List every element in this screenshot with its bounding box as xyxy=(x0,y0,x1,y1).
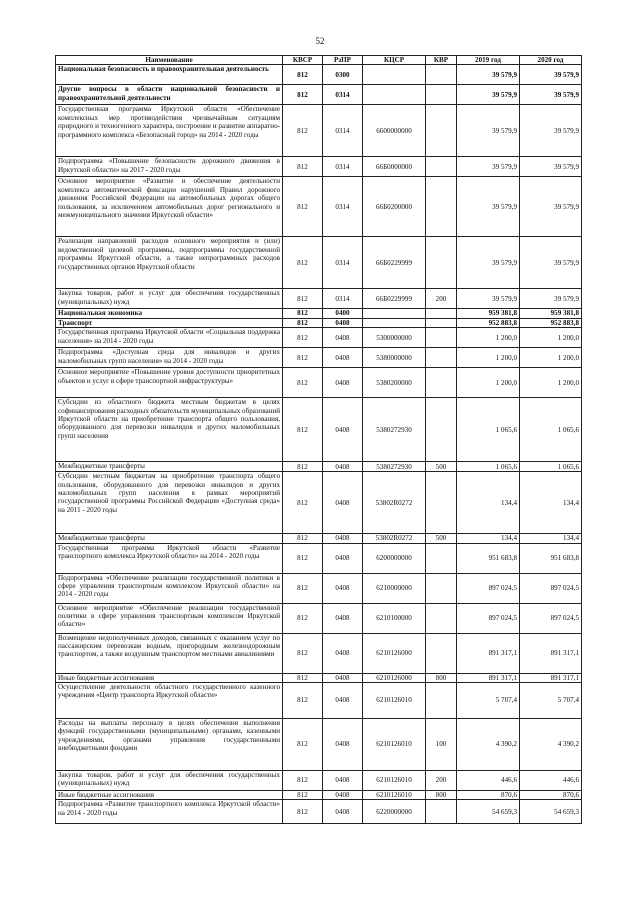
cell-y2020: 39 579,9 xyxy=(520,289,582,309)
cell-kcsr: 6600000000 xyxy=(363,105,426,157)
table-row xyxy=(56,398,582,462)
cell-y2020: 5 707,4 xyxy=(520,683,582,719)
cell-kvsr: 812 xyxy=(283,573,323,603)
budget-table xyxy=(55,55,582,824)
cell-kvsr: 812 xyxy=(283,65,323,85)
cell-rzpr: 0314 xyxy=(323,177,363,237)
cell-kvr: 200 xyxy=(426,289,457,309)
cell-y2020: 134,4 xyxy=(520,472,582,534)
cell-y2019: 1 200,0 xyxy=(457,328,520,348)
cell-y2020: 952 883,8 xyxy=(520,318,582,327)
cell-y2020: 1 200,0 xyxy=(520,328,582,348)
cell-rzpr: 0408 xyxy=(323,398,363,462)
table-row xyxy=(56,472,582,534)
cell-rzpr: 0408 xyxy=(323,633,363,673)
table-row xyxy=(56,603,582,633)
cell-kcsr: 5300000000 xyxy=(363,328,426,348)
cell-rzpr: 0408 xyxy=(323,368,363,398)
cell-kcsr: 6210126010 xyxy=(363,683,426,719)
cell-rzpr: 0314 xyxy=(323,105,363,157)
cell-y2019: 959 381,8 xyxy=(457,309,520,318)
cell-kvsr: 812 xyxy=(283,309,323,318)
cell-y2020: 39 579,9 xyxy=(520,177,582,237)
cell-kcsr: 6210000000 xyxy=(363,573,426,603)
cell-kvr xyxy=(426,328,457,348)
table-row xyxy=(56,534,582,543)
cell-kvr xyxy=(426,157,457,177)
cell-kvsr: 812 xyxy=(283,328,323,348)
col-header-name: Наименование xyxy=(56,56,283,65)
cell-kvr xyxy=(426,85,457,105)
cell-rzpr: 0408 xyxy=(323,603,363,633)
cell-rzpr: 0408 xyxy=(323,683,363,719)
cell-rzpr: 0408 xyxy=(323,800,363,824)
cell-y2019: 134,4 xyxy=(457,472,520,534)
cell-kvr xyxy=(426,105,457,157)
cell-rzpr: 0408 xyxy=(323,719,363,771)
cell-kcsr: 6210126010 xyxy=(363,719,426,771)
cell-name: Основное мероприятие «Обеспечение реализации государственной политики в сфере управления транспортным комплексом Иркутской области» xyxy=(56,603,283,633)
cell-kcsr xyxy=(363,85,426,105)
cell-y2019: 446,6 xyxy=(457,771,520,791)
table-row xyxy=(56,673,582,682)
cell-y2020: 1 200,0 xyxy=(520,348,582,368)
cell-kcsr xyxy=(363,318,426,327)
cell-y2020: 951 683,8 xyxy=(520,543,582,573)
cell-kvsr: 812 xyxy=(283,633,323,673)
cell-y2020: 39 579,9 xyxy=(520,85,582,105)
cell-name: Подпрограмма «Обеспечение реализации государственной политики в сфере управления транспортным комплексом Иркутской области» на 2014 - 2020 годы xyxy=(56,573,283,603)
cell-y2019: 39 579,9 xyxy=(457,105,520,157)
cell-y2019: 952 883,8 xyxy=(457,318,520,327)
cell-kvsr: 812 xyxy=(283,237,323,289)
cell-name: Подпрограмма «Повышение безопасности дорожного движения в Иркутской области» на 2017 - 2020 годы xyxy=(56,157,283,177)
table-row xyxy=(56,368,582,398)
cell-y2019: 951 683,8 xyxy=(457,543,520,573)
cell-kcsr: 6210126010 xyxy=(363,791,426,800)
table-row xyxy=(56,177,582,237)
cell-y2020: 39 579,9 xyxy=(520,65,582,85)
cell-name: Субсидии местным бюджетам на приобретение транспорта общего пользования, оборудованного для перевозки инвалидов и других маломобильных групп населения в рамках мероприятий государственной программы Российской Федерации «Доступная среда» на 2011 - 2020 годы xyxy=(56,472,283,534)
cell-kvsr: 812 xyxy=(283,157,323,177)
cell-name: Иные бюджетные ассигнования xyxy=(56,791,283,800)
cell-name: Подпрограмма «Развитие транспортного комплекса Иркутской области» на 2014 - 2020 годы xyxy=(56,800,283,824)
cell-name: Транспорт xyxy=(56,318,283,327)
cell-y2019: 39 579,9 xyxy=(457,177,520,237)
cell-name: Основное мероприятие «Развитие и обеспечение деятельности комплекса автоматической фиксации нарушений Правил дорожного движения Российской Федерации на автомобильных дорогах общего пользования, за исключением автомобильных дорог регионального и межмуниципального значения Иркутской области» xyxy=(56,177,283,237)
cell-y2019: 134,4 xyxy=(457,534,520,543)
cell-kcsr xyxy=(363,65,426,85)
table-row xyxy=(56,462,582,472)
cell-rzpr: 0408 xyxy=(323,348,363,368)
table-row xyxy=(56,683,582,719)
cell-name: Расходы на выплаты персоналу в целях обеспечения выполнения функций государственными (муниципальными) органами, казенными учреждениями, органами управления государственными внебюджетными фондами xyxy=(56,719,283,771)
cell-name: Закупка товаров, работ и услуг для обеспечения государственных (муниципальных) нужд xyxy=(56,289,283,309)
cell-kvr xyxy=(426,573,457,603)
cell-y2020: 134,4 xyxy=(520,534,582,543)
cell-kcsr xyxy=(363,309,426,318)
cell-y2019: 891 317,1 xyxy=(457,673,520,682)
cell-kvr xyxy=(426,348,457,368)
col-header-kvr: КВР xyxy=(426,56,457,65)
cell-rzpr: 0314 xyxy=(323,85,363,105)
table-row xyxy=(56,237,582,289)
cell-kcsr: 53802R0272 xyxy=(363,472,426,534)
table-row xyxy=(56,65,582,85)
cell-rzpr: 0314 xyxy=(323,289,363,309)
cell-kcsr: 6220000000 xyxy=(363,800,426,824)
cell-rzpr: 0408 xyxy=(323,791,363,800)
table-row xyxy=(56,309,582,318)
cell-rzpr: 0408 xyxy=(323,318,363,327)
cell-y2019: 1 065,6 xyxy=(457,462,520,472)
cell-rzpr: 0314 xyxy=(323,237,363,289)
cell-kvr: 500 xyxy=(426,462,457,472)
cell-rzpr: 0408 xyxy=(323,534,363,543)
cell-y2020: 870,6 xyxy=(520,791,582,800)
col-header-2019: 2019 год xyxy=(457,56,520,65)
cell-name: Осуществление деятельности областного государственного казенного учреждения «Центр транспорта Иркутской области» xyxy=(56,683,283,719)
cell-y2019: 897 024,5 xyxy=(457,603,520,633)
cell-kvsr: 812 xyxy=(283,398,323,462)
cell-kvr xyxy=(426,603,457,633)
cell-kcsr: 66Б0229999 xyxy=(363,289,426,309)
cell-y2019: 39 579,9 xyxy=(457,157,520,177)
cell-kcsr: 66Б0000000 xyxy=(363,157,426,177)
cell-kvsr: 812 xyxy=(283,85,323,105)
cell-y2020: 1 200,0 xyxy=(520,368,582,398)
table-row xyxy=(56,85,582,105)
cell-y2019: 891 317,1 xyxy=(457,633,520,673)
cell-rzpr: 0300 xyxy=(323,65,363,85)
cell-name: Государственная программа Иркутской области «Обеспечение комплексных мер противодействия чрезвычайным ситуациям природного и техногенного характера, построение и развитие аппаратно-программного комплекса «Безопасный город» на 2014 - 2020 годы xyxy=(56,105,283,157)
cell-kcsr: 6200000000 xyxy=(363,543,426,573)
cell-kvsr: 812 xyxy=(283,603,323,633)
cell-y2020: 897 024,5 xyxy=(520,603,582,633)
cell-name: Национальная экономика xyxy=(56,309,283,318)
cell-name: Реализация направлений расходов основного мероприятия и (или) ведомственной целевой программы, подпрограммы государственной программы Иркутской области, а также непрограммных расходов государственных органов Иркутской области xyxy=(56,237,283,289)
cell-kvr: 800 xyxy=(426,791,457,800)
cell-name: Государственная программа Иркутской области «Социальная поддержка населения» на 2014 - 2020 годы xyxy=(56,328,283,348)
cell-kvr xyxy=(426,368,457,398)
cell-kvr xyxy=(426,237,457,289)
table-row xyxy=(56,328,582,348)
cell-y2020: 54 659,3 xyxy=(520,800,582,824)
cell-y2020: 1 065,6 xyxy=(520,462,582,472)
cell-kvr xyxy=(426,543,457,573)
cell-y2020: 891 317,1 xyxy=(520,633,582,673)
cell-rzpr: 0408 xyxy=(323,673,363,682)
cell-y2020: 39 579,9 xyxy=(520,157,582,177)
table-row xyxy=(56,719,582,771)
cell-y2020: 39 579,9 xyxy=(520,237,582,289)
cell-name: Возмещение недополученных доходов, связанных с оказанием услуг по пассажирским перевозкам водным, пригородным железнодорожным транспортом, а также воздушным транспортом местными авиалиниями xyxy=(56,633,283,673)
cell-name: Основное мероприятие «Повышение уровня доступности приоритетных объектов и услуг в сфере транспортной инфраструктуры» xyxy=(56,368,283,398)
cell-name: Национальная безопасность и правоохранительная деятельность xyxy=(56,65,283,85)
page-number: 52 xyxy=(315,36,325,46)
cell-kvr xyxy=(426,800,457,824)
cell-rzpr: 0408 xyxy=(323,462,363,472)
cell-y2019: 897 024,5 xyxy=(457,573,520,603)
cell-kvsr: 812 xyxy=(283,318,323,327)
cell-kvr xyxy=(426,683,457,719)
table-row xyxy=(56,289,582,309)
cell-kcsr: 5380000000 xyxy=(363,348,426,368)
cell-kvsr: 812 xyxy=(283,462,323,472)
cell-name: Закупка товаров, работ и услуг для обеспечения государственных (муниципальных) нужд xyxy=(56,771,283,791)
cell-name: Другие вопросы в области национальной безопасности и правоохранительной деятельности xyxy=(56,85,283,105)
cell-y2019: 4 390,2 xyxy=(457,719,520,771)
cell-rzpr: 0314 xyxy=(323,157,363,177)
cell-name: Иные бюджетные ассигнования xyxy=(56,673,283,682)
cell-kvsr: 812 xyxy=(283,673,323,682)
table-row xyxy=(56,633,582,673)
cell-y2019: 1 200,0 xyxy=(457,348,520,368)
cell-kvsr: 812 xyxy=(283,719,323,771)
table-row xyxy=(56,543,582,573)
cell-rzpr: 0400 xyxy=(323,309,363,318)
cell-kcsr: 5380200000 xyxy=(363,368,426,398)
cell-kvr: 500 xyxy=(426,534,457,543)
cell-y2019: 5 707,4 xyxy=(457,683,520,719)
cell-y2019: 39 579,9 xyxy=(457,237,520,289)
cell-kcsr: 66Б0229999 xyxy=(363,237,426,289)
cell-kcsr: 5380272930 xyxy=(363,462,426,472)
cell-rzpr: 0408 xyxy=(323,771,363,791)
cell-kvsr: 812 xyxy=(283,791,323,800)
cell-kvsr: 812 xyxy=(283,472,323,534)
table-row xyxy=(56,573,582,603)
cell-kvr: 200 xyxy=(426,771,457,791)
cell-kvr xyxy=(426,177,457,237)
cell-name: Государственная программа Иркутской области «Развитие транспортного комплекса Иркутской области» на 2014 - 2020 годы xyxy=(56,543,283,573)
cell-y2019: 870,6 xyxy=(457,791,520,800)
cell-kcsr: 66Б0200000 xyxy=(363,177,426,237)
col-header-2020: 2020 год xyxy=(520,56,582,65)
cell-name: Межбюджетные трансферты xyxy=(56,462,283,472)
cell-y2020: 1 065,6 xyxy=(520,398,582,462)
cell-kcsr: 6210126000 xyxy=(363,633,426,673)
cell-y2019: 39 579,9 xyxy=(457,65,520,85)
table-row xyxy=(56,157,582,177)
cell-y2020: 897 024,5 xyxy=(520,573,582,603)
cell-kvsr: 812 xyxy=(283,543,323,573)
table-row xyxy=(56,318,582,327)
cell-y2020: 891 317,1 xyxy=(520,673,582,682)
cell-kvr xyxy=(426,398,457,462)
table-header-row xyxy=(56,56,582,65)
cell-y2019: 39 579,9 xyxy=(457,289,520,309)
cell-kvr: 800 xyxy=(426,673,457,682)
cell-kvsr: 812 xyxy=(283,683,323,719)
cell-kvr xyxy=(426,472,457,534)
col-header-kcsr: КЦСР xyxy=(363,56,426,65)
cell-rzpr: 0408 xyxy=(323,472,363,534)
table-row xyxy=(56,771,582,791)
col-header-rzpr: РзПР xyxy=(323,56,363,65)
cell-kvr xyxy=(426,318,457,327)
table-row xyxy=(56,105,582,157)
cell-kvsr: 812 xyxy=(283,289,323,309)
cell-kvsr: 812 xyxy=(283,348,323,368)
cell-y2019: 1 065,6 xyxy=(457,398,520,462)
cell-kvr xyxy=(426,309,457,318)
cell-y2019: 39 579,9 xyxy=(457,85,520,105)
cell-kvsr: 812 xyxy=(283,105,323,157)
cell-name: Подпрограмма «Доступная среда для инвалидов и других маломобильных групп населения» на 2014 - 2020 годы xyxy=(56,348,283,368)
table-row xyxy=(56,800,582,824)
cell-rzpr: 0408 xyxy=(323,543,363,573)
cell-y2019: 1 200,0 xyxy=(457,368,520,398)
cell-rzpr: 0408 xyxy=(323,573,363,603)
table-row xyxy=(56,348,582,368)
cell-name: Межбюджетные трансферты xyxy=(56,534,283,543)
cell-kvsr: 812 xyxy=(283,177,323,237)
cell-y2020: 446,6 xyxy=(520,771,582,791)
cell-kcsr: 5380272930 xyxy=(363,398,426,462)
cell-rzpr: 0408 xyxy=(323,328,363,348)
cell-kvr xyxy=(426,65,457,85)
cell-kcsr: 6210126010 xyxy=(363,771,426,791)
cell-kcsr: 6210126000 xyxy=(363,673,426,682)
cell-kvsr: 812 xyxy=(283,800,323,824)
cell-kvsr: 812 xyxy=(283,771,323,791)
cell-kcsr: 6210100000 xyxy=(363,603,426,633)
col-header-kvsr: КВСР xyxy=(283,56,323,65)
cell-y2020: 39 579,9 xyxy=(520,105,582,157)
cell-kvr: 100 xyxy=(426,719,457,771)
cell-kcsr: 53802R0272 xyxy=(363,534,426,543)
cell-name: Субсидии из областного бюджета местным бюджетам в целях софинансирования расходных обязательств муниципальных образований Иркутской области на приобретение транспорта общего пользования, оборудованного для перевозки инвалидов и других маломобильных групп населения xyxy=(56,398,283,462)
cell-y2019: 54 659,3 xyxy=(457,800,520,824)
cell-kvr xyxy=(426,633,457,673)
cell-y2020: 959 381,8 xyxy=(520,309,582,318)
cell-kvsr: 812 xyxy=(283,534,323,543)
cell-y2020: 4 390,2 xyxy=(520,719,582,771)
table-row xyxy=(56,791,582,800)
cell-kvsr: 812 xyxy=(283,368,323,398)
